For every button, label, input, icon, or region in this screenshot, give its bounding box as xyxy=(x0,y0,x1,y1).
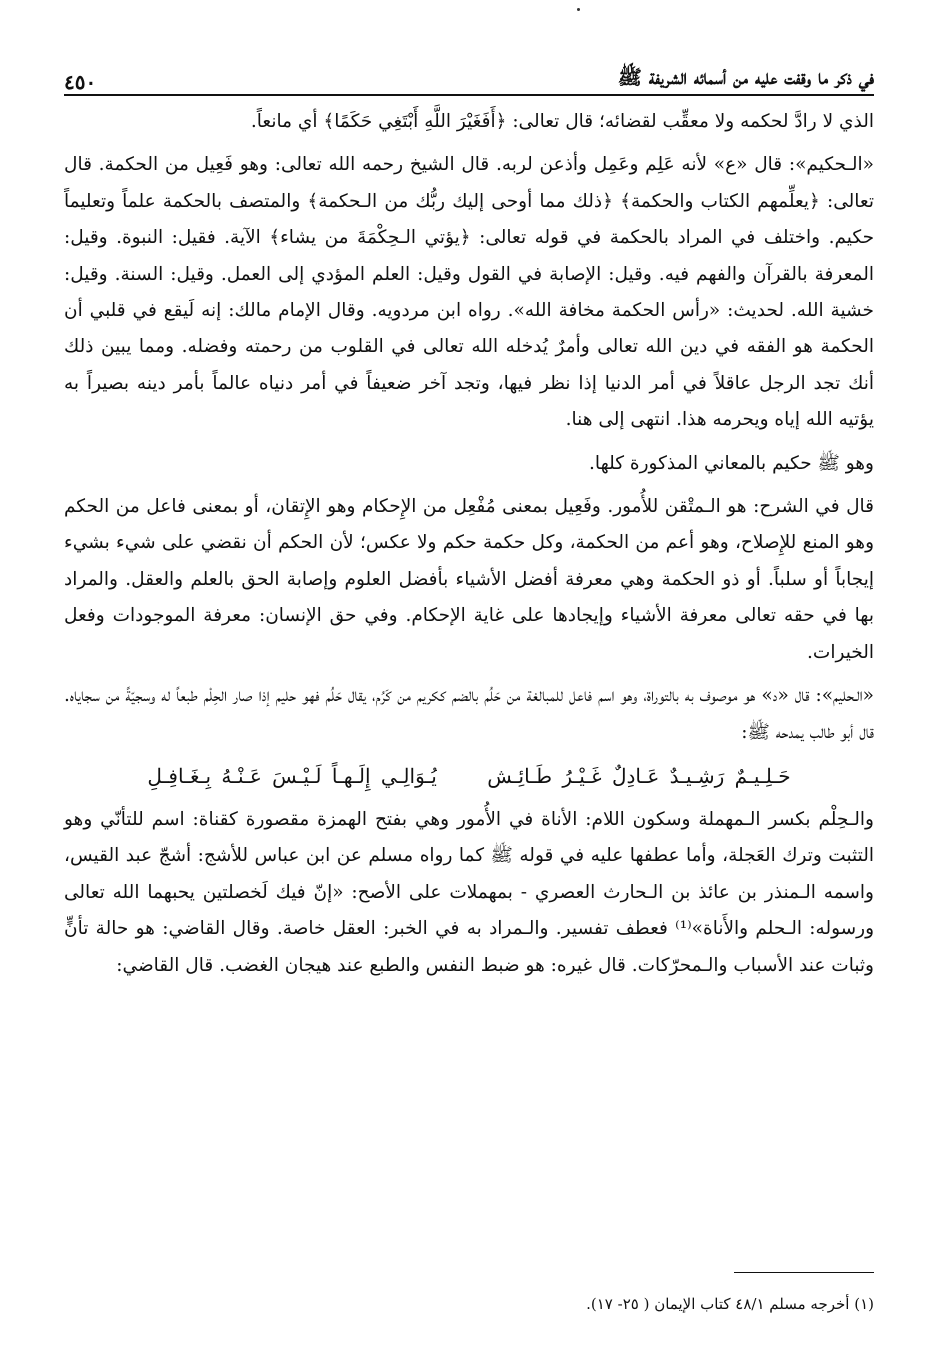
paragraph-al-hakim: «الـحكيم»: قال «ع» لأنه عَلِم وعَمِل وأذعن لربه. قال الشيخ رحمه الله تعالى: وهو فَعِيل من الحكمة. قال تعالى: ﴿يعلِّمهم الكتاب والحكمة﴾ ﴿ذلك مما أوحى إليك ربُّك من الـحكمة﴾ والمتصف بالحكمة علماً وتعليماً حكيم. واختلف في المراد بالحكمة في قوله تعالى: ﴿يؤتي الـحِكْمَةَ من يشاء﴾ الآية. فقيل: النبوة. وقيل: المعرفة بالقرآن والفهم فيه. وقيل: الإصابة في القول وقيل: العلم المؤدي إلى العمل. وقيل: السنة. وقيل: خشية الله. لحديث: «رأس الحكمة مخافة الله». رواه ابن مردويه. وقال الإمام مالك: إنه لَيقع في قلبي أن الحكمة هو الفقه في دين الله تعالى وأمرٌ يُدخله الله تعالى في القلوب من رحمته وفضله. ومما يبين ذلك أنك تجد الرجل عاقلاً في أمر الدنيا إذا نظر فيها، وتجد آخر ضعيفاً في أمر دنياه عالماً بأمر دينه بصيراً به يؤتيه الله إياه ويحرمه هذا. انتهى إلى هنا. xyxy=(64,154,874,431)
footnote-rule xyxy=(734,1272,874,1273)
running-header xyxy=(64,48,874,94)
verse-hemistich-left: يُـوَالِـي إِلَـهـاً لَـيْـسَ عَـنْـهُ بِـغَـافِـلِ xyxy=(147,763,437,788)
verse-hemistich-right: حَـلِـيـمٌ رَشِـيـدٌ عَـادِلٌ غَـيْـرُ طَـائِـش xyxy=(487,763,791,788)
paragraph-sharh: قال في الشرح: هو الـمتْقن للأُمور. وفَعِيل بمعنى مُفْعِل من الإِحكام وهو الإِتقان، أو بمعنى فاعل من الحكم وهو المنع للإِصلاح، وهو أعم من الحكمة، وكل حكمة حكم ولا عكس؛ لأن الحكم أن نقضي على شيء بشيء إيجاباً أو سلباً. أو ذو الحكمة وهي معرفة أفضل الأشياء بأفضل العلوم وإصابة الحق بالعلم والعقل. والمراد بها في حقه تعالى معرفة الأشياء وإيجادها على غاية الإحكام. وفي حق الإنسان: معرفة الموجودات وفعل الخيرات. xyxy=(64,496,874,663)
footnote: (١) أخرجه مسلم ٤٨/١ كتاب الإيمان ( ٢٥- ١٧). xyxy=(586,1295,874,1313)
scan-speck xyxy=(577,8,580,11)
paragraph-hakim-summary: وهو ﷺ حكيم بالمعاني المذكورة كلها. xyxy=(589,452,874,474)
paragraph-intro: الذي لا رادَّ لحكمه ولا معقِّب لقضائه؛ قال تعالى: ﴿أَفَغَيْرَ اللَّهِ أَبْتَغِي حَكَمًا﴾ أي مانعاً. xyxy=(250,111,874,132)
header-title: في ذكر ما وقفت عليه من أسمائه الشريفة ﷺ xyxy=(617,65,874,89)
header-rule xyxy=(64,94,874,96)
paragraph-al-halim: «الـحليم»: قال «د» هو موصوف به بالتوراة، وهو اسم فاعل للمبالغة من حَلُم بالضم ككريم من كَرُم، يقال حَلُم فهو حليم إذا صار الحِلْم طبعاً له وسجيّةً من سجاياه. قال أبو طالب يمدحه ﷺ: xyxy=(64,685,874,743)
paragraph-hilm: والـحِلْم بكسر الـمهملة وسكون اللام: الأناة في الأُمور وهي بفتح الهمزة مقصورة كقناة: اسم للتأنّي وهو التثبت وترك العَجلة، وأما عطفها عليه في قوله ﷺ كما رواه مسلم عن ابن عباس للأشج: أشجّ عبد القيس، واسمه الـمنذر بن عائذ بن الـحارث العصري - بمهملات على الأصح: «إنّ فيك لَخصلتين يحبهما الله تعالى ورسوله: الـحلم والأَناة»⁽¹⁾ فعطف تفسير. والـمراد به في الخبر: العقل خاصة. وقال القاضي: هو حالة تأنٍّ وثبات عند الأسباب والـمحرّكات. قال غيره: هو ضبط النفس والطبع عند هيجان الغضب. قال القاضي: xyxy=(64,808,875,976)
page-number: ٤٥٠ xyxy=(64,70,97,94)
poetry-verse xyxy=(64,758,874,794)
main-text xyxy=(64,104,874,991)
